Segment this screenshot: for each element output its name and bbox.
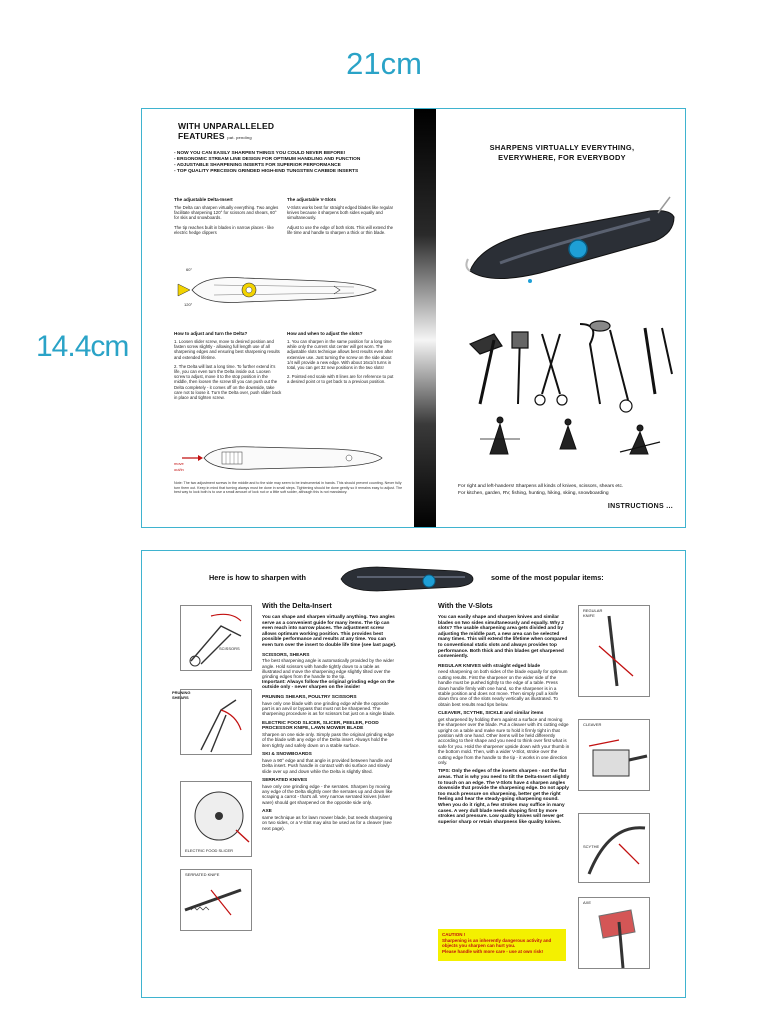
label-regular-knife: REGULAR KNIFE [583,608,603,618]
move-label: move [174,461,184,466]
sharpener-top-view-drawing [174,269,379,311]
axe-illustration [578,897,650,969]
instructions-link[interactable]: INSTRUCTIONS ... [607,503,673,510]
inner-heading-right: some of the most popular items: [491,573,604,582]
note-text: Note: The two adjustment screws in the middle and to the side may seem to be instrumental in hands. This should prevent counting. Never fully turn them out. Keep in mind that turning always must be done in small steps. Tightening should be done gently so it remains easy to adjust. The best way to lock both is to use a small amount of lock nut or a little soft solder, although this is not mandatory. [174,481,403,495]
angle-label-60: 60° [186,267,193,272]
delta-insert-section-title: With the Delta-Insert [262,601,332,610]
v-slots-column: The adjustable V-Slots V-Slots works best for straight edged blades like regular knives because it sharpens both sides equally and simultaneously. Adjust to use the edge of both slots. This will extend the life time and handle to sharpen a thick or thin blade. [287,197,394,235]
regular-knife-illustration [578,605,650,697]
sharpener-header-photo [337,559,477,597]
cover-footer-text: For right and left-handers! Sharpens all kinds of knives, scissors, shears etc. For kitchen, garden, RV, fishing, hunting, hiking, skiing, snowboarding [458,484,624,496]
adjust-slots-column: How and when to adjust the slots? 1. You can sharpen in the same position for a long time while only the current slot center will get worn. The adjustable slots technique allows best results even after extensive use. Just turning the screw on the side about 1/4 will provide a new edge. With about 16x1/4 turns in total, you can get 32 new positions in the two slots! 2. Pointed end scale with 8 lines are for reference to put a desired point or to get back to a previous position. [287,331,394,385]
caution-box: CAUTION ! Sharpening is an inherently dangerous activity and objects you sharpen can hurt you. Please handle with more care - use at own risk! [438,929,566,961]
label-pruning-shears: PRUNING SHEARS [172,690,191,700]
serrated-knife-illustration [180,869,252,931]
delta-insert-instructions: You can shape and sharpen virtually anything. Two angles serve as a convenient guide for many items. The tip can even reach into narrow places. The adjustment screw allows optimum working position. This provides best possible performance and results at any time. You can even turn over the insert to double life time (see last page). SCISSORS, SHEARS The best sharpening angle is automatically provided by the wider angle. Hold scissors with handle tightly down to a table as illustrated and move the sharpening edge slightly tilted over the grinding edges from the handle to the tip. Important: Always follow the original grinding edge on the outside only - never sharpen on the inside! PRUNING SHEARS, POULTRY SCISSORS have only one blade with one grinding edge while the opposite part is an anvil or bypass that must not be sharpened. The sharpening procedure is as for scissors but just on a single blade. ELECTRIC FOOD SLICER, SLICER, PEELER, FOOD PROCESSOR KNIFE, LAWN MOWER BLADE Sharpen on one side only. Simply pass the original grinding edge of the blade with any edge of the Delta insert. Always hold the item tightly and safely down on a stable surface. SKI & SNOWBOARDS have a 90° edge and that angle is provided between handle and Delta insert. Push handle in contact with ski surface and slowly slide over up and down while the Delta is slightly tilted. SERRATED KNIVES have only one grinding edge - the serrates. Sharpen by moving any edge of the Delta slightly over the serrates up and down like scraping a carrot - that's all. Very narrow serrated knives (silver ware) should get sharpened on the opposite side only. AXE same technique as for lawn mower blade, but needs sharpening on two sides, or a V-Slot may also be used as for a cleaver (see next page). [262,615,397,831]
features-title: WITH UNPARALLELED FEATURES pat. pending [178,121,275,141]
brochure-outer-spread [141,108,686,528]
pruning-shears-illustration [180,689,252,755]
scythe-illustration [578,813,650,883]
sharpener-side-view-drawing [174,439,384,477]
label-electric-slicer: ELECTRIC FOOD SLICER [185,848,234,853]
v-slots-section-title: With the V-Slots [438,601,493,610]
v-slots-instructions: You can easily shape and sharpen knives and similar blades on two sides simultaneously and equally. Why 2 slots? The usable sharpening area gets divided and by adjusting the middle part, a new area can be selected many times. This will extend the lifetime when compared to conventional static slots and always provides top performance. Both thick and thin blades get sharpened conveniently. REGULAR KNIVES with straight edged blade need sharpening on both sides of the blade equally for optimum cutting results. First the sharpener on the wider side of the handle must be pushed tightly to the edge of a table. Press down handle firmly with one hand, so the sharpener is in a stable position and does not move. Then simply pull a knife down thru one of the slots nearly vertically as illustrated. To obtain best results read tips below. CLEAVER, SCYTHE, SICKLE and similar items get sharpened by holding them against a surface and moving the sharpener over the blade. Put a cleaver with it's cutting edge upright on a table and make sure to hold it firmly tight in that position with one hand. Other items will be held differently according to their shape and you need to think over first what is safe for you. Hold the sharpener upside down with your thumb in the bottom mold. Then, with a wider V-Slot, stroke over the cutting edge from the handle to the tip - it works in one direction only. TIPS: Only the edges of the inserts sharpen - not the flat areas. That is why you need to tilt the Delta-Insert slightly to touch on an edge. The V-Slots have 4 sharpen angles downside that provide the sharpening edge. Do not apply too much pressure on sharpening, better get the right feeling and hear the steady-going sharpening sound. When you do it right, a few strokes may suffice in many cases. A very dull blade needs shaping first by more strokes and pressure. Low quality knives will never get superior sharp or retain sharpness like quality knives. [438,615,570,825]
label-scythe: SCYTHE [583,844,600,849]
height-dimension-label: 14.4cm [36,330,129,363]
label-cleaver: CLEAVER [583,722,602,727]
adjust-delta-column: How to adjust and turn the Delta? 1. Loosen slider screw, move to desired position and fasten screw slightly - allowing full length use of all sharpening edges and ensuring best sharpening results and extended lifetime. 2. The Delta will last a long time. To further extend it's life, you can even turn the Delta inside out. Loosen screw to adjust, move it to the stop position in the middle, then loosen the screw till you can push out the Delta completely - it comes off on the downside, take care not to loose it. Turn the Delta over, push slider back in place and tighten screw. [174,331,282,401]
tools-illustration [450,314,682,464]
label-serrated-knife: SERRATED KNIFE [185,872,220,877]
electric-slicer-illustration [180,781,252,857]
brochure-spine [414,109,436,528]
delta-insert-column: The adjustable Delta-Insert The Delta can sharpen virtually everything. Two angles facilitate sharpening 120° for scissors and shears, 60° for skis and snowboards. The tip reaches built in blades in narrow places - like electric hedge clippers [174,197,279,235]
cover-title: SHARPENS VIRTUALLY EVERYTHING, EVERYWHERE, FOR EVERYBODY [489,143,635,162]
brochure-inner-spread [141,550,686,998]
feature-bullets: - NOW YOU CAN EASILY SHARPEN THINGS YOU COULD NEVER BEFORE! - ERGONOMIC STREAM LINE DESIGN FOR OPTIMUM HANDLING AND FUNCTION - ADJUSTABLE SHARPENING INSERTS FOR SUPERIOR PERFORMANCE - TOP QUALITY PRECISION GRINDED HIGH-END TUNGSTEN CARBIDE INSERTS [174,151,361,174]
cleaver-illustration [578,719,650,791]
move-label-2: out/in [174,467,184,472]
width-dimension-label: 21cm [346,46,422,81]
sharpener-product-photo [460,193,680,283]
angle-label-120: 120° [184,302,193,307]
inner-heading-left: Here is how to sharpen with [209,573,306,582]
scissors-illustration [180,605,252,671]
label-axe: AXE [583,900,592,905]
label-scissors: SCISSORS [219,646,240,651]
